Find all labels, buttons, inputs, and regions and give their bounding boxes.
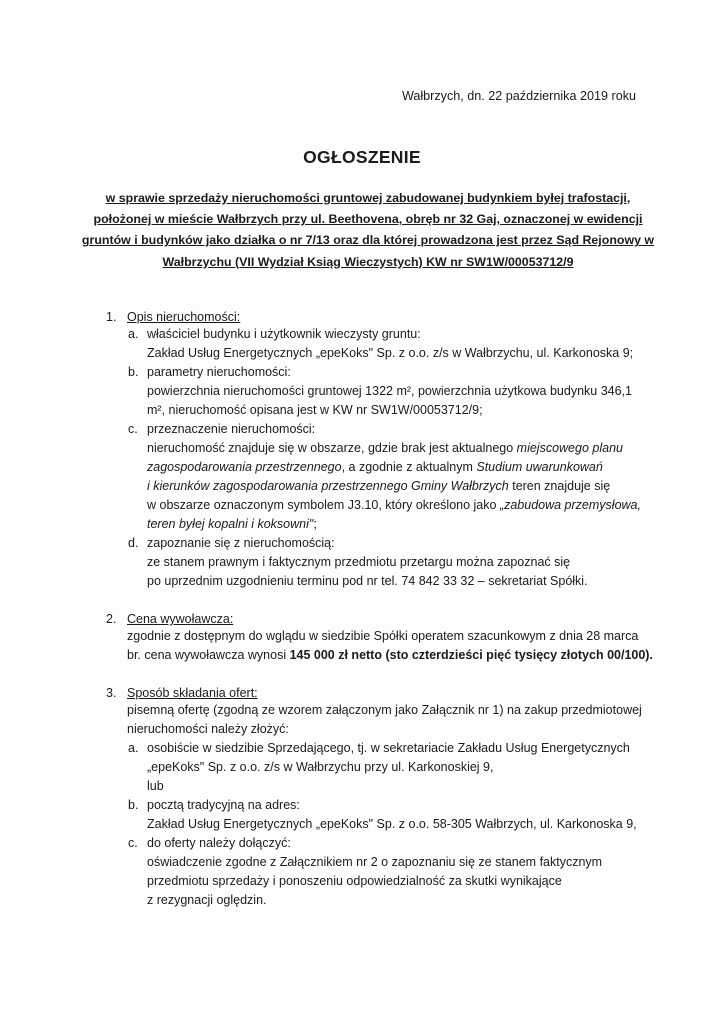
item-text: zagospodarowania przestrzennego, a zgodnie z aktualnym Studium uwarunkowań [147,460,603,474]
section-title: Opis nieruchomości: [127,310,241,324]
item-text: i kierunków zagospodarowania przestrzennego Gminy Wałbrzych teren znajduje się [147,479,611,493]
item-text: po uprzednim uzgodnieniu terminu pod nr tel. 74 842 33 32 – sekretariat Spółki. [147,574,588,588]
dateline: Wałbrzych, dn. 22 października 2019 roku [401,89,636,103]
item-marker: b. [128,798,139,812]
section-title: Sposób składania ofert: [127,686,258,700]
subject-line: Wałbrzychu (VII Wydział Ksiąg Wieczystych) KW nr SW1W/00053712/9 [162,254,574,269]
item-marker: d. [128,536,139,550]
item-marker: c. [128,422,138,436]
item-marker: a. [128,327,139,341]
item-text: „epeKoks" Sp. z o.o. z/s w Wałbrzychu przy ul. Karkonoskiej 9, [147,760,494,774]
item-label: do oferty należy dołączyć: [147,836,291,850]
section-text: pisemną ofertę (zgodną ze wzorem załączonym jako Załącznik nr 1) na zakup przedmiotowej [127,703,642,717]
section-title: Cena wywoławcza: [127,612,234,626]
subject-line: w sprawie sprzedaży nieruchomości gruntowej zabudowanej budynkiem byłej trafostacji, [105,191,631,205]
subject-line: gruntów i budynków jako działka o nr 7/13 oraz dla której prowadzona jest przez Sąd Rejonowy w [81,233,655,248]
document-title: OGŁOSZENIE [303,147,421,167]
item-text: powierzchnia nieruchomości gruntowej 1322 m², powierzchnia użytkowa budynku 346,1 [147,384,632,398]
announcement-subject [78,188,658,273]
item-text: nieruchomość znajduje się w obszarze, gdzie brak jest aktualnego miejscowego planu [147,441,623,455]
item-marker: c. [128,836,138,850]
item-text: m², nieruchomość opisana jest w KW nr SW1W/00053712/9; [147,403,483,417]
item-text: Zakład Usług Energetycznych „epeKoks" Sp. z o.o. z/s w Wałbrzychu, ul. Karkonoska 9; [147,346,634,360]
item-label: przeznaczenie nieruchomości: [147,422,316,436]
item-marker: a. [128,741,139,755]
item-text: lub [147,779,164,793]
item-text: oświadczenie zgodne z Załącznikiem nr 2 o zapoznaniu się ze stanem faktycznym [147,855,603,869]
item-text: w obszarze oznaczonym symbolem J3.10, który określono jako „zabudowa przemysłowa, [147,498,641,512]
section-text: br. cena wywoławcza wynosi 145 000 zł netto (sto czterdzieści pięć tysięcy złotych 00/100). [127,648,653,662]
section-text: nieruchomości należy złożyć: [127,722,289,736]
item-text: z rezygnacji oględzin. [147,893,267,907]
item-marker: b. [128,365,139,379]
price-value: 145 000 zł netto (sto czterdzieści pięć tysięcy złotych 00/100). [289,648,653,662]
item-text: osobiście w siedzibie Sprzedającego, tj. w sekretariacie Zakładu Usług Energetycznych [147,741,630,755]
subject-line: położonej w mieście Wałbrzych przy ul. Beethovena, obręb nr 32 Gaj, oznaczonej w ewidencji [93,212,643,227]
section-text: zgodnie z dostępnym do wglądu w siedzibie Spółki operatem szacunkowym z dnia 28 marca [127,629,639,643]
item-label: zapoznanie się z nieruchomością: [147,536,335,550]
item-text: teren byłej kopalni i koksowni"; [147,517,317,531]
section-number: 3. [106,686,117,700]
item-label: właściciel budynku i użytkownik wieczysty gruntu: [147,327,421,341]
section-number: 2. [106,612,117,626]
section-number: 1. [106,310,117,324]
item-text: Zakład Usług Energetycznych „epeKoks" Sp. z o.o. 58-305 Wałbrzych, ul. Karkonoska 9, [147,817,637,831]
item-label: pocztą tradycyjną na adres: [147,798,300,812]
item-label: parametry nieruchomości: [147,365,291,379]
item-text: ze stanem prawnym i faktycznym przedmiotu przetargu można zapoznać się [147,555,571,569]
item-text: przedmiotu sprzedaży i ponoszeniu odpowiedzialność za skutki wynikające [147,874,562,888]
